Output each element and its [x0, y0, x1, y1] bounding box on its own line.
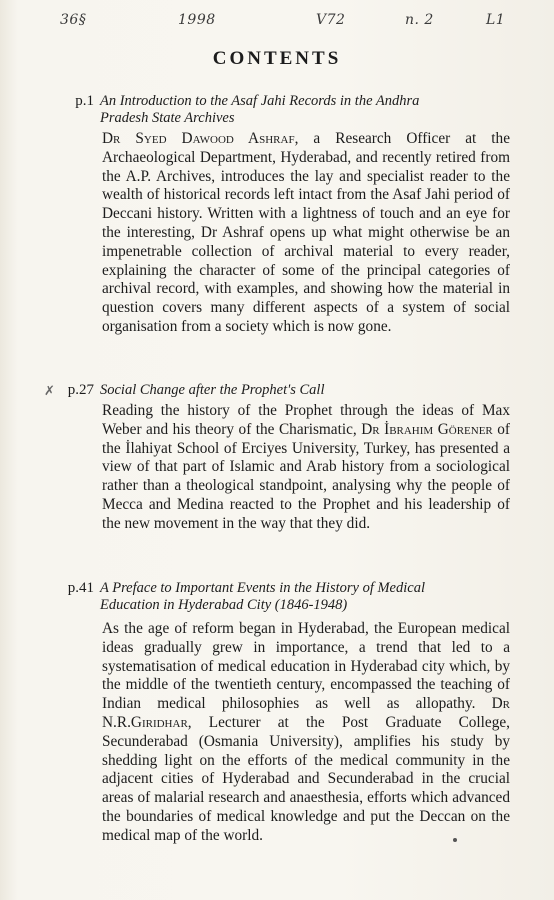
author-name: Dr N.R.Giridhar [102, 695, 510, 731]
description-text: of the İlahiyat School of Erciyes University, Turkey, has presented a view of that part of Islamic and Arab history from a sociological rather than a theological standpoint, analysing why the people of Mecca and Medina reacted to the Prophet and his leadership of the new movement in the way that they did. [102, 420, 510, 532]
page-number: p.1 [75, 93, 94, 109]
author-name: Dr Syed Dawood Ashraf [102, 130, 295, 147]
description-text: Reading the history of the Prophet through the ideas of Max Weber and his theory of the Charismatic, [102, 402, 510, 438]
entry-title [100, 382, 510, 399]
entry-title-line: Pradesh State Archives [100, 110, 235, 126]
x-mark: ✗ [44, 384, 55, 399]
ink-speck [453, 838, 457, 842]
entry-title [100, 580, 510, 614]
handwritten-note-4: n. 2 [405, 12, 434, 28]
handwritten-note-5: L1 [486, 12, 506, 28]
entry-description [102, 620, 510, 846]
entry-description [102, 130, 510, 337]
description-text: As the age of reform began in Hyderabad, the European medical ideas gradually grew in importance, a trend that led to a systematisation of medical education in Hyderabad city which, by the middle of the twentieth century, encompassed the teaching of Indian medical philosophies as well as allopathy. [102, 620, 510, 713]
entry-title-line: An Introduction to the Asaf Jahi Records in the Andhra [100, 93, 420, 109]
author-name: Dr İbrahim Görener [361, 420, 493, 438]
handwritten-note-2: 1998 [178, 12, 216, 28]
description-text: , a Research Officer at the Archaeological Department, Hyderabad, and recently retired from the A.P. Archives, introduces the lay and specialist reader to the wealth of historical records left intact from the Asaf Jahi period of Deccani history. Written with a lightness of touch and an eye for the interesting, Dr Ashraf opens up what might otherwise be an impenetrable collection of archival material to every reader, explaining the character of some of the principal categories of archival record, with examples, and showing how the material in question covers many different aspects of a system of social organisation from a society which is now gone. [102, 130, 510, 335]
handwritten-note-3: V72 [316, 12, 346, 28]
page-number: p.27 [67, 382, 94, 398]
description-text: , Lecturer at the Post Graduate College, Secunderabad (Osmania University), amplifies his study by shedding light on the efforts of the medical community in the adjacent cities of Hyderabad and Secunderabad in the crucial areas of malarial research and anaesthesia, efforts which advanced the boundaries of medical knowledge and put the Deccan on the medical map of the world. [102, 713, 510, 844]
handwritten-note-1: 36§ [60, 12, 87, 28]
entry-title-line: Social Change after the Prophet's Call [100, 382, 325, 398]
entry-title-line: A Preface to Important Events in the History of Medical [100, 580, 425, 596]
page-title: CONTENTS [212, 48, 342, 69]
entry-title-line: Education in Hyderabad City (1846-1948) [100, 597, 348, 613]
entry-title [100, 93, 510, 127]
page-number: p.41 [67, 580, 94, 596]
entry-description [102, 402, 510, 534]
